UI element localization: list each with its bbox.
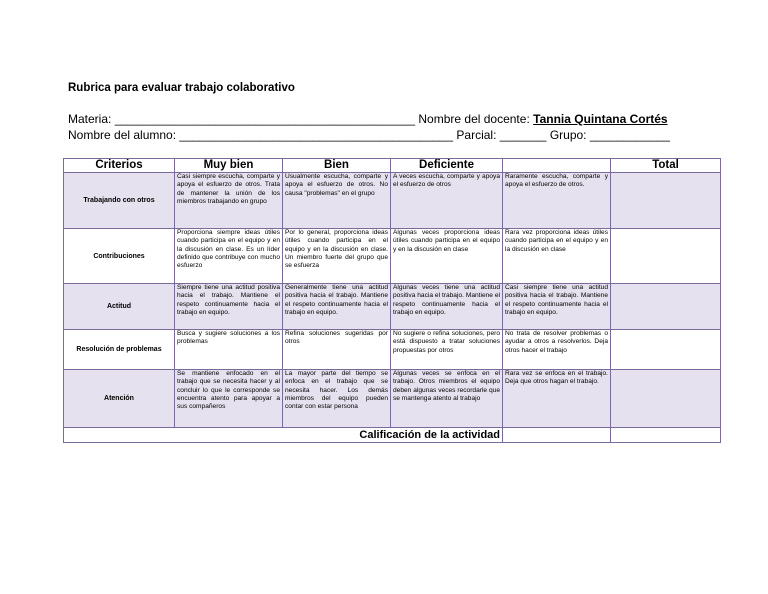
bien-cell: Generalmente tiene una actitud positiva hacia el trabajo. Mantiene el respeto continuamente hacia el trabajo en equipo. <box>283 284 391 330</box>
grupo-blank: ____________ <box>589 128 670 142</box>
muy-bien-cell: Proporciona siempre ideas útiles cuando participa en el equipo y en la discusión en clase. Es un líder definido que contribuye con mucho esfuerzo <box>175 229 283 284</box>
criterio-cell: Resolución de problemas <box>64 330 175 370</box>
table-row <box>64 229 721 284</box>
muy-bien-cell: Busca y sugiere soluciones a los problemas <box>175 330 283 370</box>
bien-cell: Por lo general, proporciona ideas útiles cuando participa en el equipo y en la discusión en clase. Un miembro fuerte del grupo que se esfuerza <box>283 229 391 284</box>
header-empty <box>503 159 611 173</box>
table-row <box>64 284 721 330</box>
insuficiente-cell: Rara vez proporciona ideas útiles cuando participa en el equipo y en la discusión en clase <box>503 229 611 284</box>
materia-docente-line <box>68 112 668 126</box>
insuficiente-cell: Rara vez se enfoca en el trabajo. Deja que otros hagan el trabajo. <box>503 370 611 428</box>
deficiente-cell: A veces escucha, comparte y apoya el esfuerzo de otros <box>391 173 503 229</box>
footer-row <box>64 428 721 443</box>
bien-cell: Refina soluciones sugeridas por otros <box>283 330 391 370</box>
parcial-blank: _______ <box>499 128 547 142</box>
muy-bien-cell: Siempre tiene una actitud positiva hacia el trabajo. Mantiene el respeto continuamente hacia el trabajo en equipo. <box>175 284 283 330</box>
calificacion-label: Calificación de la actividad <box>64 428 503 443</box>
header-bien: Bien <box>283 159 391 173</box>
header-total: Total <box>611 159 721 173</box>
header-deficiente: Deficiente <box>391 159 503 173</box>
insuficiente-cell: Raramente escucha, comparte y apoya el esfuerzo de otros. <box>503 173 611 229</box>
parcial-label: Parcial: <box>456 128 497 142</box>
rubric-table <box>63 158 721 443</box>
total-cell <box>611 370 721 428</box>
total-cell <box>611 229 721 284</box>
header-muy-bien: Muy bien <box>175 159 283 173</box>
document-title: Rubrica para evaluar trabajo colaborativo <box>68 82 295 94</box>
table-row <box>64 330 721 370</box>
table-row <box>64 370 721 428</box>
alumno-label: Nombre del alumno: <box>68 128 177 142</box>
alumno-parcial-grupo-line <box>68 128 670 142</box>
grupo-label: Grupo: <box>549 128 587 142</box>
docente-label: Nombre del docente: <box>418 112 530 126</box>
total-cell <box>611 173 721 229</box>
insuficiente-cell: Casi siempre tiene una actitud positiva hacia el trabajo. Mantiene el respeto continuamente hacia el trabajo en equipo. <box>503 284 611 330</box>
header-row <box>64 159 721 173</box>
calificacion-value-cell <box>503 428 611 443</box>
docente-name: Tannia Quintana Cortés <box>533 112 668 126</box>
total-cell <box>611 330 721 370</box>
calificacion-total-cell <box>611 428 721 443</box>
materia-blank: _____________________________________________ <box>114 112 416 126</box>
bien-cell: La mayor parte del tiempo se enfoca en el trabajo que se necesita hacer. Los demás miembros del equipo pueden contar con estar persona <box>283 370 391 428</box>
criterio-cell: Trabajando con otros <box>64 173 175 229</box>
total-cell <box>611 284 721 330</box>
deficiente-cell: Algunas veces proporciona ideas útiles cuando participa en el equipo y en la discusión en clase <box>391 229 503 284</box>
deficiente-cell: Algunas veces se enfoca en el trabajo. Otros miembros el equipo deben algunas veces recordarle que se mantenga atento al trabajo <box>391 370 503 428</box>
alumno-blank: _________________________________________ <box>179 128 454 142</box>
criterio-cell: Atención <box>64 370 175 428</box>
header-criterios: Criterios <box>64 159 175 173</box>
insuficiente-cell: No trata de resolver problemas o ayudar a otros a resolverlos. Deja otros hacer el trabajo <box>503 330 611 370</box>
muy-bien-cell: Se mantiene enfocado en el trabajo que se necesita hacer y al concluir lo que le corresponde se encuentra atento para apoyar a sus compañeros <box>175 370 283 428</box>
criterio-cell: Contribuciones <box>64 229 175 284</box>
materia-label: Materia: <box>68 112 112 126</box>
criterio-cell: Actitud <box>64 284 175 330</box>
deficiente-cell: Algunas veces tiene una actitud positiva hacia el trabajo. Mantiene el respeto continuamente hacia el trabajo en equipo. <box>391 284 503 330</box>
bien-cell: Usualmente escucha, comparte y apoya el esfuerzo de otros. No causa "problemas" en el grupo <box>283 173 391 229</box>
muy-bien-cell: Casi siempre escucha, comparte y apoya el esfuerzo de otros. Trata de mantener la unión de los miembros trabajando en grupo <box>175 173 283 229</box>
deficiente-cell: No sugiere o refina soluciones, pero está dispuesto a tratar soluciones propuestas por otros <box>391 330 503 370</box>
table-row <box>64 173 721 229</box>
